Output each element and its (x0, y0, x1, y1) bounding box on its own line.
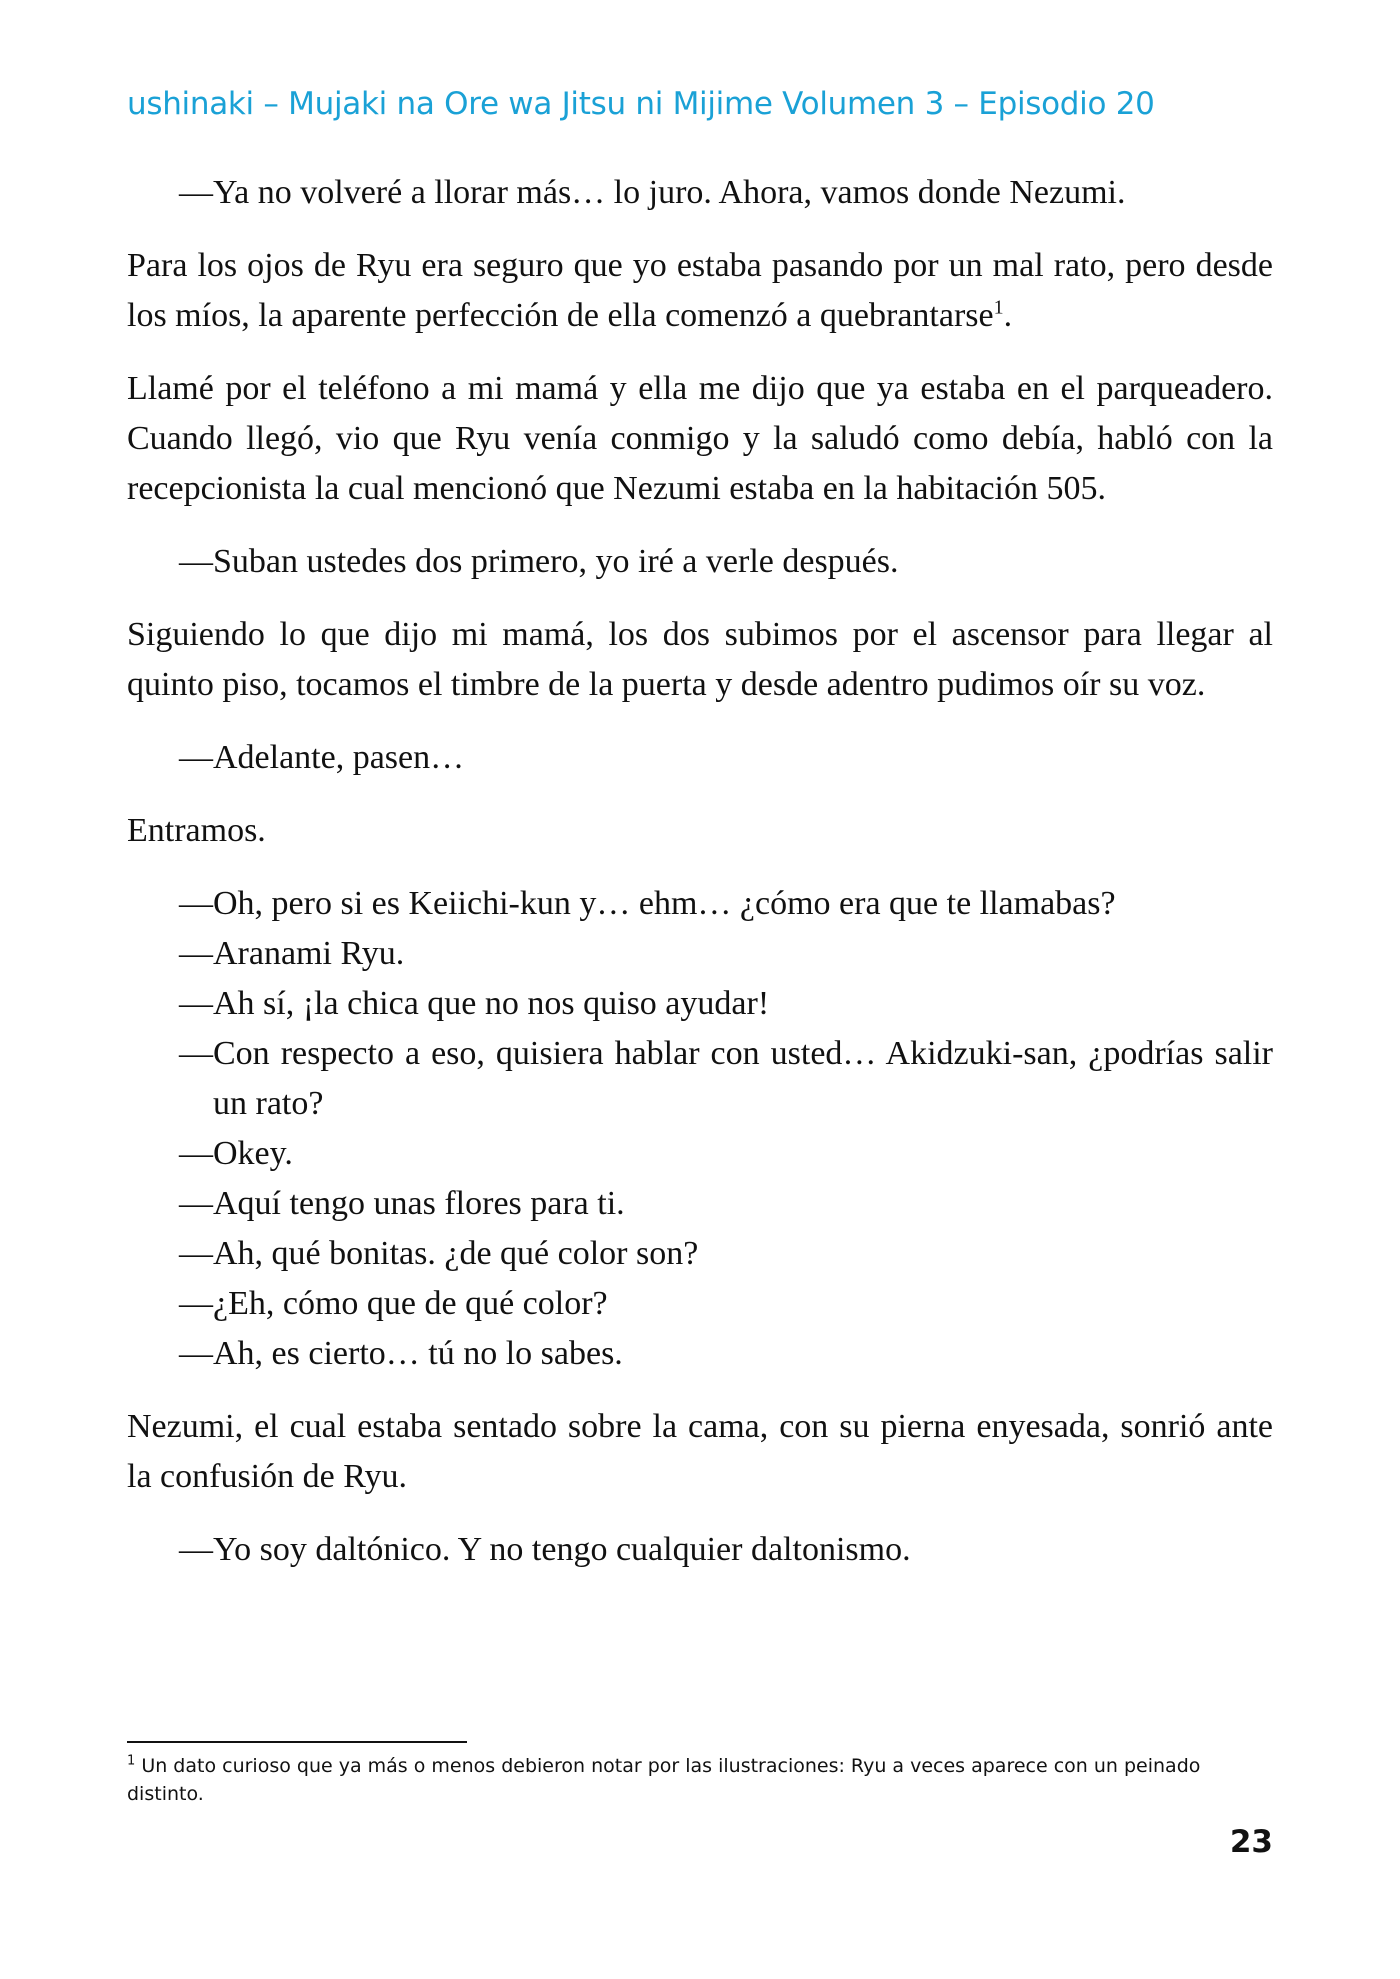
page-number: 23 (1229, 1824, 1273, 1860)
dialog-line (127, 1329, 1273, 1379)
dialog-text: Adelante, pasen… (213, 739, 465, 776)
footnote-separator (127, 1741, 467, 1743)
dialog-block (127, 168, 1273, 218)
dialog-line (127, 1179, 1273, 1229)
dialog-block (127, 733, 1273, 783)
dialog-line (127, 537, 1273, 587)
dialog-line (127, 1525, 1273, 1575)
running-header: ushinaki – Mujaki na Ore wa Jitsu ni Mijime Volumen 3 – Episodio 20 (127, 86, 1155, 122)
paragraph-text: Para los ojos de Ryu era seguro que yo estaba pasando por un mal rato, pero desde los míos, la aparente perfección de ella comenzó a quebrantarse (127, 247, 1273, 334)
dialog-line (127, 168, 1273, 218)
footnote (127, 1752, 1273, 1808)
dialog-line (127, 1029, 1273, 1129)
paragraph (127, 241, 1273, 341)
em-dash: — (179, 935, 213, 972)
em-dash: — (179, 739, 213, 776)
em-dash: — (179, 174, 213, 211)
dialog-line (127, 979, 1273, 1029)
dialog-text: ¿Eh, cómo que de qué color? (213, 1285, 608, 1322)
dialog-line (127, 879, 1273, 929)
dialog-text: Ah sí, ¡la chica que no nos quiso ayudar! (213, 985, 770, 1022)
dialog-text: Oh, pero si es Keiichi-kun y… ehm… ¿cómo era que te llamabas? (213, 885, 1116, 922)
paragraph-end: . (1003, 297, 1013, 334)
dialog-text: Suban ustedes dos primero, yo iré a verle después. (213, 543, 899, 580)
dialog-text: Ah, es cierto… tú no lo sabes. (213, 1335, 623, 1372)
dialog-line (127, 1279, 1273, 1329)
footnote-text: Un dato curioso que ya más o menos debieron notar por las ilustraciones: Ryu a veces aparece con un peinado distinto. (127, 1755, 1201, 1805)
footnote-reference: 1 (993, 296, 1004, 319)
em-dash: — (179, 1531, 213, 1568)
dialog-line (127, 1229, 1273, 1279)
paragraph: Entramos. (127, 812, 266, 849)
dialog-text: Ah, qué bonitas. ¿de qué color son? (213, 1235, 699, 1272)
em-dash: — (179, 1135, 213, 1172)
em-dash: — (179, 543, 213, 580)
dialog-line (127, 1129, 1273, 1179)
dialog-block (127, 1525, 1273, 1575)
dialog-block (127, 537, 1273, 587)
em-dash: — (179, 1185, 213, 1222)
em-dash: — (179, 885, 213, 922)
dialog-line (127, 929, 1273, 979)
paragraph: Nezumi, el cual estaba sentado sobre la cama, con su pierna enyesada, sonrió ante la confusión de Ryu. (127, 1408, 1273, 1495)
dialog-line (127, 733, 1273, 783)
em-dash: — (179, 985, 213, 1022)
em-dash: — (179, 1285, 213, 1322)
dialog-text: Con respecto a eso, quisiera hablar con usted… Akidzuki-san, ¿podrías salir un rato? (213, 1035, 1273, 1122)
dialog-text: Aquí tengo unas flores para ti. (213, 1185, 625, 1222)
body-text (127, 168, 1273, 1598)
dialog-block (127, 879, 1273, 1379)
em-dash: — (179, 1335, 213, 1372)
em-dash: — (179, 1035, 213, 1072)
paragraph: Llamé por el teléfono a mi mamá y ella me dijo que ya estaba en el parqueadero. Cuando llegó, vio que Ryu venía conmigo y la saludó como debía, habló con la recepcionista la cual mencionó que Nezumi estaba en la habitación 505. (127, 370, 1273, 507)
footnote-marker: 1 (127, 1753, 136, 1769)
dialog-text: Ya no volveré a llorar más… lo juro. Ahora, vamos donde Nezumi. (213, 174, 1126, 211)
paragraph: Siguiendo lo que dijo mi mamá, los dos subimos por el ascensor para llegar al quinto piso, tocamos el timbre de la puerta y desde adentro pudimos oír su voz. (127, 616, 1273, 703)
em-dash: — (179, 1235, 213, 1272)
dialog-text: Aranami Ryu. (213, 935, 405, 972)
dialog-text: Okey. (213, 1135, 293, 1172)
dialog-text: Yo soy daltónico. Y no tengo cualquier daltonismo. (213, 1531, 911, 1568)
